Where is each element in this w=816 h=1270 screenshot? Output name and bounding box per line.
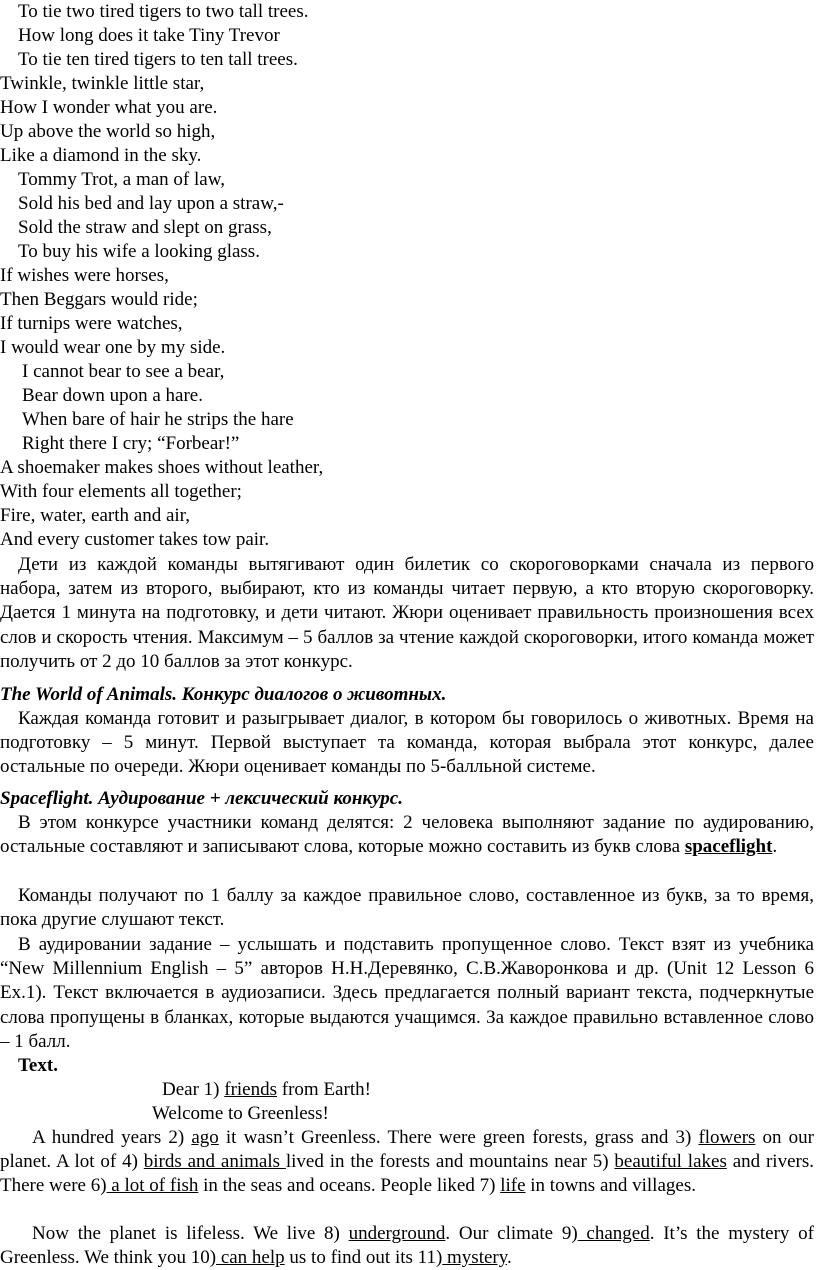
blank-word: ago bbox=[191, 1127, 219, 1148]
letter-text: A hundred years 2) bbox=[32, 1127, 192, 1148]
blank-word: mystery bbox=[442, 1247, 508, 1269]
letter-text: in the seas and oceans. People liked 7) bbox=[198, 1175, 501, 1197]
poem-line: Up above the world so high, bbox=[0, 121, 216, 142]
blank-word: birds and animals bbox=[143, 1151, 286, 1173]
poem-line: To buy his wife a looking glass. bbox=[18, 241, 260, 262]
poem-line: Like a diamond in the sky. bbox=[0, 145, 202, 166]
letter-text: in towns and villages. bbox=[525, 1175, 696, 1197]
letter-text: lived in the forests and mountains near 5) bbox=[285, 1151, 615, 1173]
poem-line: I would wear one by my side. bbox=[0, 337, 226, 358]
poem-line: When bare of hair he strips the hare bbox=[22, 409, 294, 430]
blank-word: can help bbox=[216, 1247, 285, 1269]
blank-word: beautiful lakes bbox=[614, 1151, 727, 1173]
letter-text: Dear 1) bbox=[162, 1079, 225, 1100]
letter-text: . It’s the mystery of Greenless. We think you 10) bbox=[0, 1223, 815, 1269]
poem-line: Tommy Trot, a man of law, bbox=[18, 169, 225, 190]
poem-line: And every customer takes tow pair. bbox=[0, 529, 270, 550]
blank-word: life bbox=[500, 1175, 526, 1197]
letter-text: . bbox=[507, 1247, 512, 1269]
world-of-animals-heading: The World of Animals. Конкурс диалогов о животных. bbox=[0, 684, 447, 705]
blank-word: underground bbox=[348, 1223, 446, 1244]
poem-line: How long does it take Tiny Trevor bbox=[18, 25, 280, 46]
poem-line: How I wonder what you are. bbox=[0, 97, 218, 118]
letter-paragraph-2 bbox=[0, 1222, 814, 1270]
poem-line: Right there I cry; “Forbear!” bbox=[22, 433, 240, 454]
poem-line: Fire, water, earth and air, bbox=[0, 505, 190, 526]
letter-text: it wasn’t Greenless. There were green forests, grass and 3) bbox=[218, 1127, 699, 1148]
letter-greeting bbox=[162, 1078, 371, 1102]
poem-line: To tie ten tired tigers to ten tall trees. bbox=[18, 49, 298, 70]
blank-word: friends bbox=[224, 1079, 278, 1100]
world-of-animals-text: Каждая команда готовит и разыгрывает диалог, в котором бы говорилось о животных. Время на подготовку – 5 минут. Первой выступает та команда, которая выбрала этот конкурс, далее остальные по очереди. Жюри оценивает команды по 5-балльной системе. bbox=[0, 708, 814, 778]
spaceflight-paragraph-3: В аудировании задание – услышать и подставить пропущенное слово. Текст взят из учебника “New Millennium English – 5” авторов Н.Н.Деревянко, С.В.Жаворонкова и др. (Unit 12 Lesson 6 Ex.1). Текст включается в аудиозаписи. Здесь предлагается полный вариант текста, подчеркнутые слова пропущены в бланках, которые выдаются учащимся. За каждое правильно вставленное слово – 1 балл. bbox=[0, 934, 814, 1052]
poem-line: Sold the straw and slept on grass, bbox=[18, 217, 272, 238]
letter-text: Now the planet is lifeless. We live 8) bbox=[32, 1223, 349, 1244]
poem-line: If wishes were horses, bbox=[0, 265, 169, 286]
spaceflight-text: В этом конкурсе участники команд делятся: 2 человека выполняют задание по аудированию, остальные составляют и записывают слова, которые можно составить из букв слова bbox=[0, 812, 814, 858]
blank-word: flowers bbox=[698, 1127, 756, 1148]
blank-word: a lot of fish bbox=[106, 1175, 199, 1197]
letter-text: from Earth! bbox=[277, 1079, 371, 1100]
poem-line: I cannot bear to see a bear, bbox=[22, 361, 225, 382]
poem-line: If turnips were watches, bbox=[0, 313, 183, 334]
poem-line: Bear down upon a hare. bbox=[22, 385, 203, 406]
poem-line: Sold his bed and lay upon a straw,- bbox=[18, 193, 284, 214]
letter-paragraph-1 bbox=[0, 1126, 814, 1199]
spaceflight-text: . bbox=[772, 836, 778, 858]
spaceflight-paragraph-1 bbox=[0, 811, 814, 859]
letter-welcome: Welcome to Greenless! bbox=[152, 1103, 329, 1124]
tongue-twister-rules: Дети из каждой команды вытягивают один билетик со скороговорками сначала из первого набора, затем из второго, выбирают, кто из команды читает первую, а кто вторую скороговорку. Дается 1 минута на подготовку, и дети читают. Жюри оценивает правильность произношения всех слов и скорость чтения. Максимум – 5 баллов за чтение каждой скороговорки, итого команда может получить от 2 до 10 баллов за этот конкурс. bbox=[0, 554, 814, 672]
spaceflight-paragraph-2: Команды получают по 1 баллу за каждое правильное слово, составленное из букв, за то время, пока другие слушают текст. bbox=[0, 885, 814, 931]
poem-line: Twinkle, twinkle little star, bbox=[0, 73, 205, 94]
text-label: Text. bbox=[18, 1055, 58, 1076]
poem-line: A shoemaker makes shoes without leather, bbox=[0, 457, 324, 478]
poem-line: Then Beggars would ride; bbox=[0, 289, 198, 310]
letter-text: and rivers. There were 6) bbox=[0, 1151, 814, 1197]
letter-text: us to find out its 11) bbox=[284, 1247, 443, 1269]
letter-text: . Our climate 9) bbox=[445, 1223, 578, 1244]
spaceflight-heading: Spaceflight. Аудирование + лексический конкурс. bbox=[0, 788, 403, 809]
blank-word: changed bbox=[577, 1223, 650, 1244]
spaceflight-word: spaceflight bbox=[684, 836, 773, 858]
poem-line: With four elements all together; bbox=[0, 481, 242, 502]
letter-text: on our planet. A lot of 4) bbox=[0, 1127, 814, 1173]
poem-line: To tie two tired tigers to two tall trees. bbox=[18, 1, 309, 22]
